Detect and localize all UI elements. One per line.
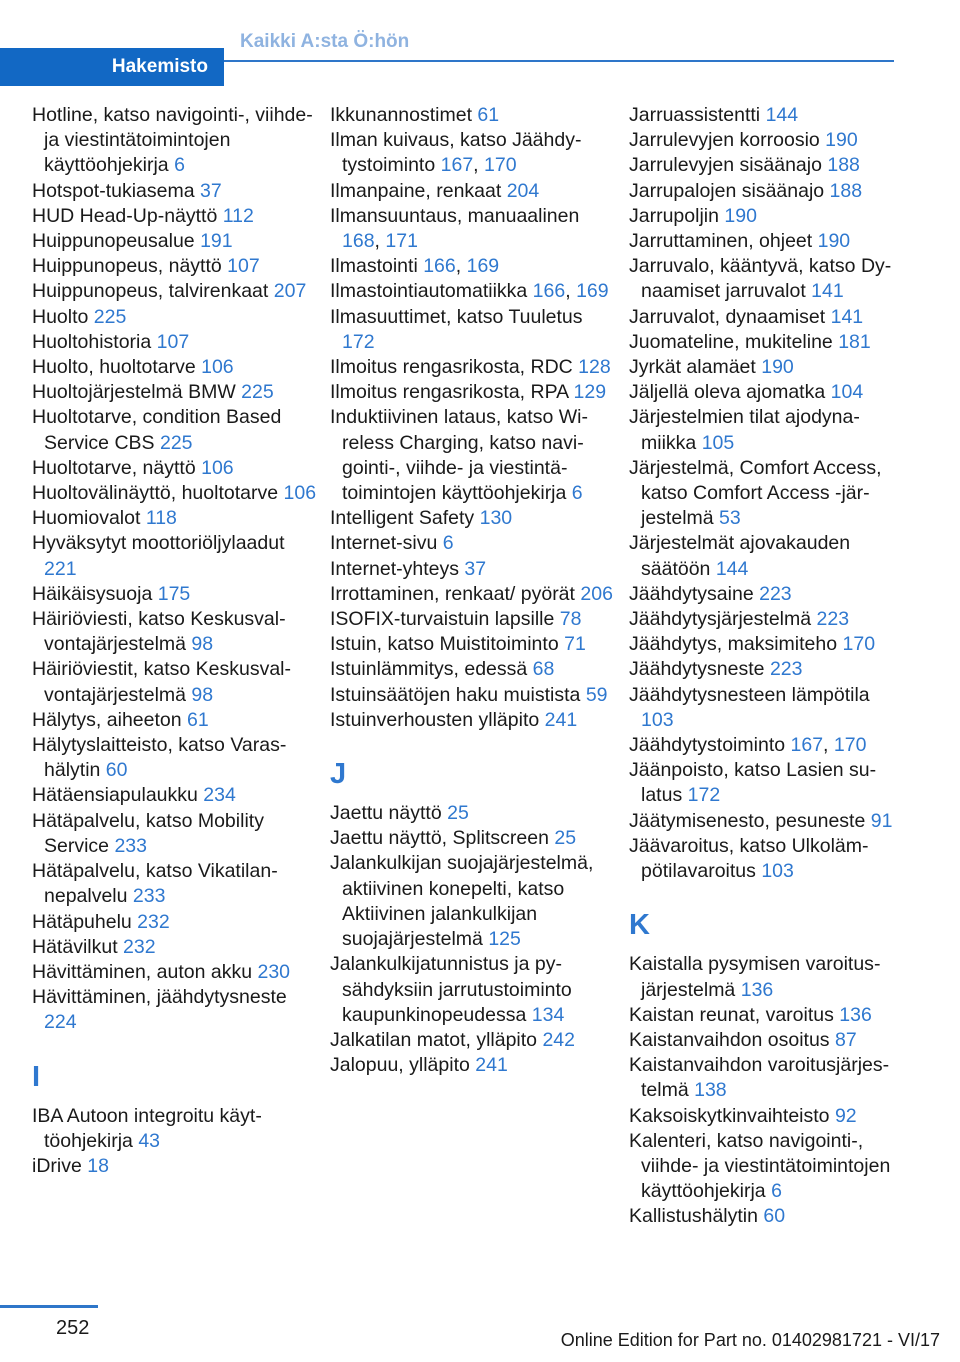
index-entry-text: Jarrupalojen sisäänajo: [629, 179, 825, 202]
index-entry-text: Hotline, katso navigointi-, viihde- ja viestintätoimintojen käyttöohjekirja: [32, 104, 313, 177]
index-entry-text: Hyväksytyt moottoriöljylaadut: [32, 532, 285, 555]
index-entry-text: Häiriöviesti, katso Keskusvalvontajärjestelmä: [32, 608, 286, 656]
index-column-2: [330, 103, 615, 1078]
index-entry-text: iDrive: [32, 1154, 82, 1177]
page-link[interactable]: 169: [576, 280, 609, 303]
page-link[interactable]: 92: [834, 1104, 857, 1127]
index-entry-text: Järjestelmien tilat ajodynamiikka: [629, 406, 860, 454]
page-link[interactable]: 233: [114, 834, 147, 857]
index-entry-text: Jalopuu, ylläpito: [330, 1054, 470, 1077]
page-link[interactable]: 107: [156, 330, 190, 353]
page-link[interactable]: 170: [484, 154, 517, 177]
index-entry: [330, 405, 615, 506]
index-entry: [32, 330, 317, 355]
index-entry-text: Induktiivinen lataus, katso Wireless Charging, katso navigointi-, viihde- ja viestintätoimintojen käyttöohjekirja: [330, 406, 588, 505]
page-link[interactable]: 18: [87, 1154, 109, 1177]
page-link[interactable]: 225: [159, 431, 193, 454]
index-entry: [32, 229, 317, 254]
page-link[interactable]: 68: [532, 658, 555, 681]
index-entry: [330, 851, 615, 952]
index-entry-text: Ilmastointiautomatiikka: [330, 280, 528, 303]
index-entry-text: Ilmoitus rengasrikosta, RPA: [330, 381, 569, 404]
header-tabs: [0, 24, 894, 77]
index-entry: [629, 179, 897, 204]
index-entry-text: Jalankulkijatunnistus ja pysähdyksiin jarrutustoiminto kaupunkinopeudessa: [330, 953, 572, 1026]
page-link[interactable]: 233: [132, 885, 166, 908]
index-entry: [629, 355, 897, 380]
page-link[interactable]: 91: [870, 809, 893, 832]
index-entry-text: Irrottaminen, renkaat/ pyörät: [330, 582, 575, 605]
index-entry-text: Hätävilkut: [32, 935, 118, 958]
section-letter: J: [330, 758, 347, 791]
index-entry-text: Jäätymisenesto, pesuneste: [629, 809, 866, 832]
index-entry-text: Hävittäminen, jäähdytysneste: [32, 986, 287, 1009]
page-link[interactable]: 190: [724, 204, 757, 227]
page-link[interactable]: 98: [191, 683, 214, 706]
index-entry-text: HUD Head-Up-näyttö: [32, 204, 218, 227]
index-entry: [330, 683, 615, 708]
page-link[interactable]: 130: [479, 507, 513, 530]
page-link[interactable]: 125: [488, 928, 521, 951]
index-entry: [629, 204, 897, 229]
index-entry-text: Jäähdytys, maksimiteho: [629, 633, 838, 656]
index-entry: [32, 179, 317, 204]
index-entry: [629, 380, 897, 405]
index-entry: [629, 254, 897, 304]
page-link[interactable]: 170: [842, 633, 876, 656]
index-entry: [629, 582, 897, 607]
page-link[interactable]: 223: [816, 608, 850, 631]
index-entry: [32, 809, 317, 859]
index-entry: [629, 1129, 897, 1205]
page-link[interactable]: 136: [740, 978, 774, 1001]
tab-kaikki-a-o[interactable]: Kaikki A:sta Ö:hön: [240, 31, 410, 52]
page-link[interactable]: 188: [829, 179, 863, 202]
section-letter: I: [32, 1060, 41, 1093]
index-entry: [32, 607, 317, 657]
index-entry: [629, 809, 897, 834]
index-entry-text: Jäähdytysaine: [629, 582, 754, 605]
tab-hakemisto[interactable]: Hakemisto: [0, 48, 224, 86]
index-entry: [330, 506, 615, 531]
page-link[interactable]: 71: [564, 633, 586, 656]
page-link[interactable]: 167: [790, 734, 824, 757]
page-link[interactable]: 118: [145, 507, 177, 530]
index-column-1: [32, 103, 317, 1179]
page-link[interactable]: 166: [532, 280, 566, 303]
index-entry-text: Kallistushälytin: [629, 1205, 758, 1228]
index-entry-text: Jäähdytysjärjestelmä: [629, 608, 812, 631]
index-entry-text: Ikkunannostimet: [330, 104, 472, 126]
index-entry: [32, 506, 317, 531]
page-link[interactable]: 169: [466, 255, 500, 278]
index-entry: [629, 834, 897, 884]
index-entry: [32, 355, 317, 380]
index-entry-text: Huoltojärjestelmä BMW: [32, 381, 236, 404]
page-link[interactable]: 241: [544, 708, 578, 731]
page-link[interactable]: 144: [765, 104, 799, 126]
index-entry: [629, 456, 897, 532]
index-entry: [629, 1204, 897, 1229]
index-entry: [32, 985, 317, 1035]
index-entry-text: Jaettu näyttö: [330, 802, 442, 825]
index-entry-text: Järjestelmät ajovakauden säätöön: [629, 532, 851, 580]
section-letter: K: [629, 909, 650, 942]
index-entry: [32, 783, 317, 808]
index-entry-text: Ilmansuuntaus, manuaalinen: [330, 204, 580, 227]
index-entry-text: Huippunopeus, näyttö: [32, 255, 222, 278]
index-entry: [629, 657, 897, 682]
index-entry-text: Hotspot-tukiasema: [32, 179, 195, 202]
index-entry-text: Huoltotarve, näyttö: [32, 456, 196, 479]
index-entry-text: Jarruttaminen, ohjeet: [629, 230, 813, 253]
index-entry: [32, 254, 317, 279]
index-entry-text: Ilmanpaine, renkaat: [330, 179, 502, 202]
index-entry-text: Hälytyslaitteisto, katso Varashälytin: [32, 734, 287, 782]
page-link[interactable]: 106: [283, 482, 317, 505]
page-link[interactable]: 59: [585, 683, 608, 706]
index-entry: [330, 952, 615, 1028]
index-entry: [330, 582, 615, 607]
index-entry: [629, 1104, 897, 1129]
index-entry: [330, 801, 615, 826]
index-entry-text: Jalankulkijan suojajärjestelmä, aktiivinen konepelti, katso Aktiivinen jalankulkijan suojajärjestelmä: [330, 852, 594, 951]
index-entry-text: Huolto, huoltotarve: [32, 356, 196, 379]
index-entry-text: Ilman kuivaus, katso Jäähdytystoiminto: [330, 129, 582, 177]
index-entry-text: Jarrupoljin: [629, 204, 719, 227]
index-entry: [32, 103, 317, 179]
page-link[interactable]: 221: [44, 557, 77, 580]
index-entry: [629, 607, 897, 632]
page-link[interactable]: 166: [423, 255, 456, 278]
page-link[interactable]: 223: [759, 582, 792, 605]
index-entry-text: Kaistalla pysymisen varoitusjärjestelmä: [629, 953, 881, 1001]
index-entry-text: Ilmasuuttimet, katso Tuuletus: [330, 305, 583, 328]
page-link[interactable]: 204: [506, 179, 540, 202]
page-link[interactable]: 190: [761, 356, 794, 379]
index-entry-text: Kalenteri, katso navigointi-, viihde- ja viestintätoimintojen käyttöohjekirja: [629, 1129, 891, 1203]
page-link[interactable]: 232: [137, 910, 170, 933]
page-link[interactable]: 6: [174, 154, 185, 177]
index-entry-text: Istuinlämmitys, edessä: [330, 658, 528, 681]
index-entry: [32, 733, 317, 783]
page-link[interactable]: 191: [200, 230, 233, 253]
page-link[interactable]: 223: [769, 658, 803, 681]
index-entry-text: Jarruvalo, kääntyvä, katso Dynaamiset jarruvalot: [629, 255, 892, 303]
index-entry: [32, 582, 317, 607]
page-link[interactable]: 232: [123, 935, 156, 958]
page-link[interactable]: 190: [825, 129, 858, 152]
index-entry-text: Hävittäminen, auton akku: [32, 960, 253, 983]
index-entry-text: Kaksoiskytkinvaihteisto: [629, 1104, 830, 1127]
index-entry: [32, 1154, 317, 1179]
index-entry-text: Kaistanvaihdon osoitus: [629, 1028, 830, 1051]
index-entry: [330, 103, 615, 128]
index-entry-text: Istuinverhousten ylläpito: [330, 708, 540, 731]
index-entry-text: Jarrulevyjen korroosio: [629, 129, 820, 152]
index-entry: [32, 1104, 317, 1154]
index-entry: [629, 758, 897, 808]
page-link[interactable]: 105: [701, 431, 735, 454]
page-link[interactable]: 61: [477, 104, 500, 126]
page-link[interactable]: 168: [342, 230, 375, 253]
index-entry-text: IBA Autoon integroitu käyttöohjekirja: [32, 1104, 262, 1152]
index-entry: [330, 531, 615, 556]
index-entry: [32, 204, 317, 229]
index-entry-text: Huoltovälinäyttö, huoltotarve: [32, 482, 279, 505]
index-entry: [629, 1028, 897, 1053]
page-link[interactable]: 61: [187, 708, 209, 731]
index-entry: [330, 557, 615, 582]
index-entry-text: Häiriöviestit, katso Keskusvalvontajärjestelmä: [32, 658, 292, 706]
index-entry-text: Jäähdytystoiminto: [629, 734, 786, 757]
page-link[interactable]: 104: [830, 381, 864, 404]
page-link[interactable]: 172: [342, 330, 375, 353]
index-entry-text: Hälytys, aiheeton: [32, 708, 182, 731]
page-link[interactable]: 87: [834, 1028, 857, 1051]
page-link[interactable]: 141: [811, 280, 844, 303]
index-entry: [330, 657, 615, 682]
index-entry: [32, 657, 317, 707]
page-link[interactable]: 206: [580, 582, 613, 605]
index-entry: Jäähdytystoiminto 167, 170: [629, 734, 867, 757]
index-entry-text: Jäähdytysnesteen lämpötila: [629, 683, 870, 706]
page-link[interactable]: 128: [578, 356, 611, 379]
page-number-rule: [0, 1305, 98, 1308]
page-link[interactable]: 138: [694, 1079, 727, 1102]
index-entry-text: Internet-yhteys: [330, 557, 459, 580]
page-link[interactable]: 225: [241, 381, 274, 404]
index-entry: [629, 632, 897, 657]
index-entry: [629, 531, 897, 581]
index-entry: [330, 355, 615, 380]
index-entry-text: Jaettu näyttö, Splitscreen: [330, 827, 549, 850]
page-link[interactable]: 25: [554, 827, 577, 850]
index-entry-text: Jäähdytysneste: [629, 658, 765, 681]
page-link[interactable]: 43: [138, 1129, 161, 1152]
page-link[interactable]: 129: [573, 381, 607, 404]
page-link[interactable]: 60: [763, 1205, 786, 1228]
index-entry-text: Ilmastointi: [330, 255, 418, 278]
page-link[interactable]: 207: [273, 280, 307, 303]
index-entry: [32, 910, 317, 935]
page-link[interactable]: 53: [719, 507, 741, 530]
index-entry: Ilmastointi 166, 169: [330, 255, 500, 278]
index-entry: [32, 481, 317, 506]
header-divider: [224, 60, 894, 62]
page-link[interactable]: 6: [442, 532, 454, 555]
page-link[interactable]: 103: [761, 860, 794, 883]
index-entry: [330, 826, 615, 851]
index-entry-text: Jarruassistentti: [629, 104, 761, 126]
index-entry-text: Ilmoitus rengasrikosta, RDC: [330, 356, 573, 379]
index-entry: [32, 456, 317, 481]
page-link[interactable]: 224: [44, 1011, 77, 1034]
index-entry-text: Järjestelmä, Comfort Access, katso Comfort Access -järjestelmä: [629, 456, 882, 530]
index-entry: [330, 1053, 615, 1078]
page-link[interactable]: 25: [447, 802, 469, 825]
index-entry: [629, 305, 897, 330]
page-link[interactable]: 134: [531, 1003, 565, 1026]
page-link[interactable]: 37: [464, 557, 487, 580]
page-link[interactable]: 175: [157, 582, 191, 605]
page-link[interactable]: 37: [200, 179, 222, 202]
page-link[interactable]: 241: [475, 1054, 508, 1077]
index-entry: [32, 405, 317, 455]
page-link[interactable]: 106: [201, 456, 234, 479]
page-link[interactable]: 167: [440, 154, 474, 177]
index-entry-text: Istuinsäätöjen haku muistista: [330, 683, 581, 706]
page-link[interactable]: 188: [827, 154, 860, 177]
index-entry: [330, 179, 615, 204]
index-entry: Ilman kuivaus, katso Jäähdytystoiminto 167, 170: [330, 129, 582, 177]
index-entry-text: Hätäpuhelu: [32, 910, 132, 933]
index-entry: [330, 1028, 615, 1053]
index-entry: [32, 960, 317, 985]
page-number: 252: [56, 1317, 90, 1339]
index-entry-text: Istuin, katso Muistitoiminto: [330, 633, 559, 656]
index-entry: [629, 952, 897, 1002]
index-entry: [629, 683, 897, 733]
page-link[interactable]: 141: [830, 305, 864, 328]
page-link[interactable]: 107: [227, 255, 260, 278]
page-link[interactable]: 170: [833, 734, 867, 757]
index-entry-text: Internet-sivu: [330, 532, 438, 555]
page-link[interactable]: 98: [191, 633, 214, 656]
index-entry-text: Hätäpalvelu, katso Vikatilannepalvelu: [32, 860, 278, 908]
page-link[interactable]: 136: [839, 1003, 872, 1026]
index-entry: [629, 1053, 897, 1103]
page-link[interactable]: 234: [203, 784, 236, 807]
index-entry-text: Jäävaroitus, katso Ulkolämpötilavaroitus: [629, 834, 869, 883]
page-link[interactable]: 144: [715, 557, 749, 580]
index-entry: [629, 103, 897, 128]
page-link[interactable]: 181: [838, 330, 871, 353]
page-link[interactable]: 112: [222, 204, 254, 227]
page-link[interactable]: 190: [817, 230, 851, 253]
index-entry-text: Jäljellä oleva ajomatka: [629, 381, 826, 404]
index-entry-text: Häikäisysuoja: [32, 582, 153, 605]
index-entry: Ilmastointiautomatiikka 166, 169: [330, 280, 609, 303]
index-entry: [32, 859, 317, 909]
index-entry: [629, 405, 897, 455]
index-entry-text: Huoltohistoria: [32, 330, 152, 353]
index-entry: Ilmansuuntaus, manuaalinen 168, 171: [330, 204, 580, 253]
page-link[interactable]: 6: [771, 1180, 782, 1203]
index-entry: [32, 935, 317, 960]
index-entry: [330, 607, 615, 632]
index-entry-text: Jarrulevyjen sisäänajo: [629, 154, 822, 177]
index-entry-text: Huoltotarve, condition Based Service CBS: [32, 406, 282, 454]
index-entry-text: Huomiovalot: [32, 507, 141, 530]
page-link[interactable]: 6: [571, 482, 583, 505]
index-entry-text: Jalkatilan matot, ylläpito: [330, 1028, 538, 1051]
index-entry-text: Hätäpalvelu, katso Mobility Service: [32, 809, 264, 857]
index-entry: [32, 708, 317, 733]
edition-footer: Online Edition for Part no. 01402981721 - VI/17: [560, 1330, 940, 1350]
page-link[interactable]: 172: [687, 784, 721, 807]
page-link[interactable]: 106: [201, 356, 234, 379]
page-link[interactable]: 230: [257, 960, 291, 983]
index-entry: [629, 1003, 897, 1028]
page-link[interactable]: 78: [559, 608, 582, 631]
index-entry: [330, 708, 615, 733]
index-entry-text: Kaistanvaihdon varoitusjärjestelmä: [629, 1054, 890, 1102]
index-entry-text: Jäänpoisto, katso Lasien sulatus: [629, 759, 877, 807]
index-entry-text: Huippunopeusalue: [32, 230, 195, 253]
index-entry-text: Kaistan reunat, varoitus: [629, 1003, 834, 1026]
page-link[interactable]: 60: [105, 759, 128, 782]
index-entry: [629, 128, 897, 153]
index-entry-text: Juomateline, mukiteline: [629, 330, 833, 353]
index-entry: [330, 632, 615, 657]
page-link[interactable]: 103: [641, 708, 674, 731]
page-link[interactable]: 242: [542, 1028, 575, 1051]
page-link[interactable]: 171: [385, 230, 418, 253]
index-entry-text: Jyrkät alamäet: [629, 356, 756, 379]
index-entry: [32, 279, 317, 304]
index-entry: [629, 229, 897, 254]
index-entry: [32, 531, 317, 581]
index-entry-text: Huippunopeus, talvirenkaat: [32, 280, 269, 303]
index-entry: [629, 330, 897, 355]
index-column-3: [629, 103, 897, 1230]
index-entry-text: Huolto: [32, 305, 89, 328]
index-entry-text: Intelligent Safety: [330, 507, 475, 530]
index-entry: [629, 153, 897, 178]
index-entry-text: ISOFIX-turvaistuin lapsille: [330, 608, 555, 631]
index-entry: [330, 380, 615, 405]
index-entry-text: Jarruvalot, dynaamiset: [629, 305, 826, 328]
index-entry-text: Hätäensiapulaukku: [32, 784, 198, 807]
index-entry: [32, 380, 317, 405]
page-link[interactable]: 225: [93, 305, 127, 328]
index-entry: [32, 305, 317, 330]
index-entry: [330, 305, 615, 355]
